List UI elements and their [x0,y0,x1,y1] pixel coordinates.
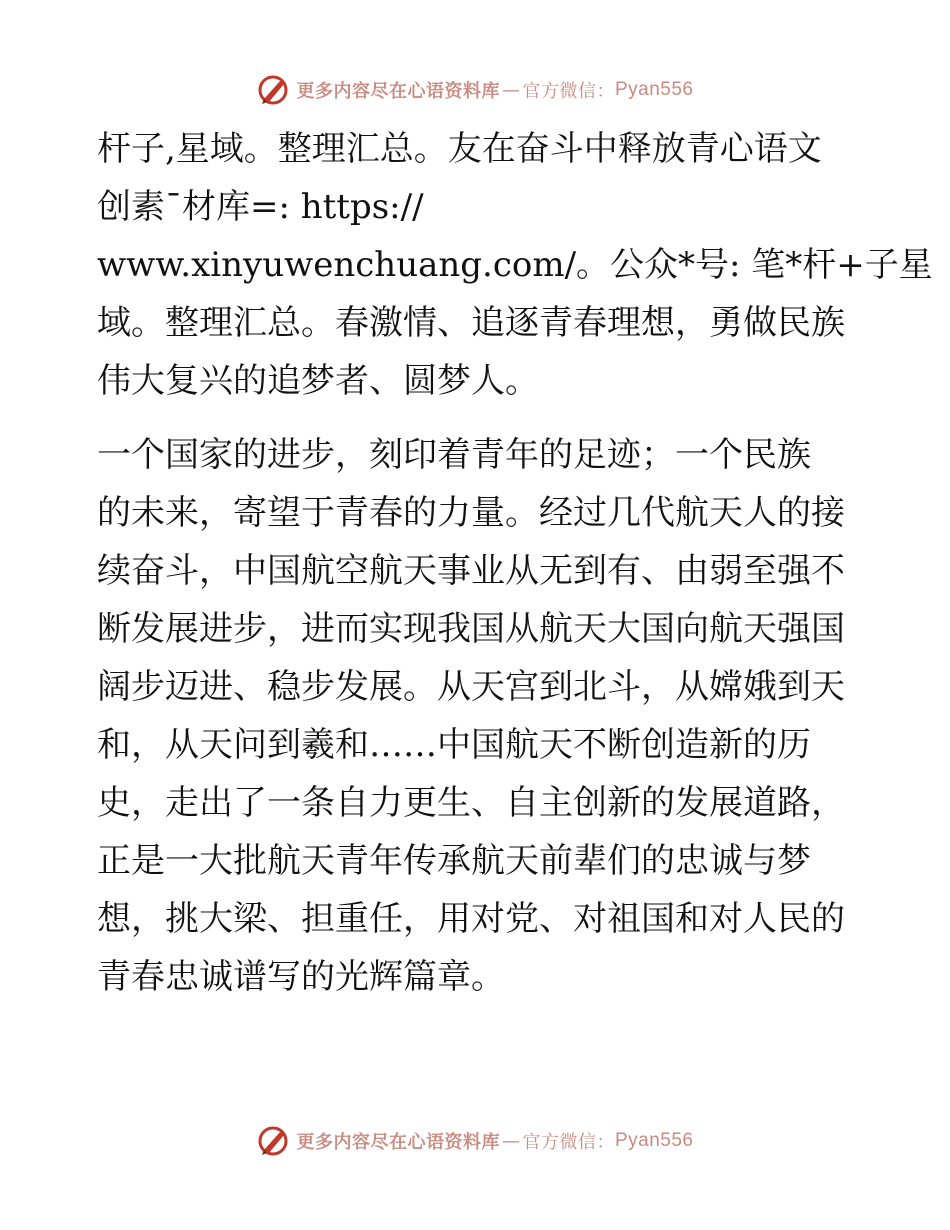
text-line: 续奋斗，中国航空航天事业从无到有、由弱至强不 [97,551,845,591]
text-line: 和，从天问到羲和……中国航天不断创造新的历 [97,725,811,765]
watermark-title: 更多内容尽在心语资料库 [296,1132,500,1153]
text-line: 伟大复兴的追梦者、圆梦人。 [97,361,539,401]
text-line: www.xinyuwenchuang.com/。公众*号: 笔*杆+子星 [97,245,933,285]
watermark-dash: — [501,79,521,101]
text-line: 断发展进步，进而实现我国从航天大国向航天强国 [97,609,845,649]
text-line: 域。整理汇总。春激情、追逐青春理想，勇做民族 [97,303,845,343]
watermark-label: 官方微信： [522,81,615,102]
header-watermark [0,72,950,108]
text-line: 杆子,星域。整理汇总。友在奋斗中释放青心语文 [97,129,822,169]
text-line: 想，挑大梁、担重任，用对党、对祖国和对人民的 [97,899,845,939]
text-line: 正是一大批航天青年传承航天前辈们的忠诚与梦 [97,841,811,881]
text-line: 阔步迈进、稳步发展。从天宫到北斗，从嫦娥到天 [97,667,845,707]
pen-logo-icon [256,1124,292,1158]
footer-watermark [0,1123,950,1159]
watermark-wechat-id: Pyan556 [614,1130,694,1151]
text-line: 创素¯材库=: https:// [97,187,424,227]
text-line: 的未来，寄望于青春的力量。经过几代航天人的接 [97,493,845,533]
paragraph-main [97,426,857,1006]
paragraph-gap [97,410,857,426]
watermark-wechat-id: Pyan556 [614,79,694,100]
text-line: 一个国家的进步，刻印着青年的足迹；一个民族 [97,435,811,475]
watermark-title: 更多内容尽在心语资料库 [296,81,500,102]
watermark-dash: — [501,1130,521,1152]
paragraph-intro [97,120,933,410]
text-line: 青春忠诚谱写的光辉篇章。 [97,957,505,997]
text-line: 史，走出了一条自力更生、自主创新的发展道路， [97,783,845,823]
watermark-label: 官方微信： [522,1132,615,1153]
pen-logo-icon [256,73,292,107]
document-body [97,120,933,1006]
